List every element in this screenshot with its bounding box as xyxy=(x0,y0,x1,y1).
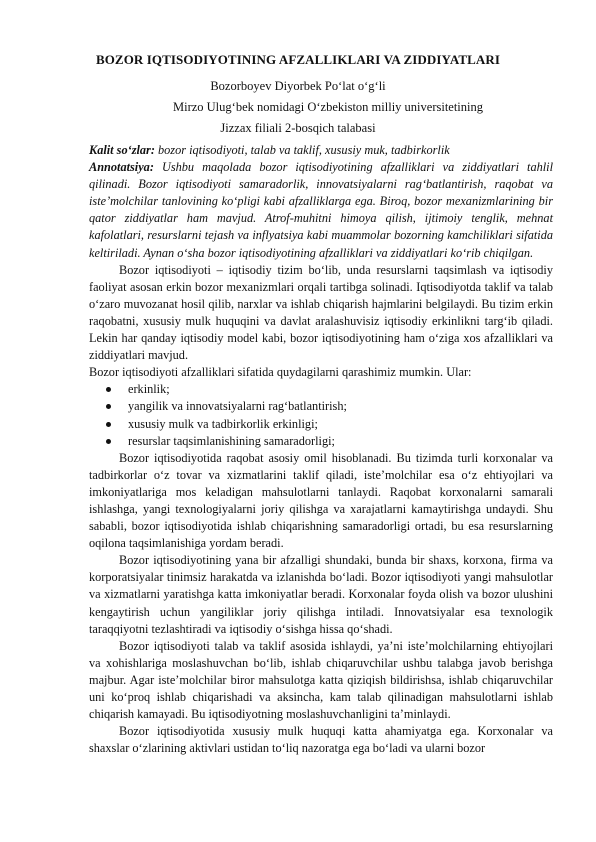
annotation xyxy=(89,159,553,262)
paragraph: Bozor iqtisodiyotining yana bir afzalligi shundaki, bunda bir shaxs, korxona, firma va korporatsiyalar tinimsiz harakatda va izlanishda bo‘ladi. Bozor iqtisodiyoti yangi mahsulotlar va xizmatlarni yaratishga katta imkoniyatlar beradi. Korxonalar foyda olish va bozor ulushini kengaytirish uchun yangiliklar joriy qilishga intiladi. Innovatsiyalar esa texnologik taraqqiyotni tezlashtiradi va iqtisodiy o‘sishga hissa qo‘shadi. xyxy=(89,553,553,636)
paragraph: Bozor iqtisodiyoti – iqtisodiy tizim bo‘lib, unda resurslarni taqsimlash va iqtisodiy faoliyat asosan erkin bozor mexanizmlari orqali tartibga solinadi. Iqtisodiyotda taklif va talab o‘zaro muvozanat hosil qilib, narxlar va ishlab chiqarish hajmlarini belgilaydi. Bu tizim erkin raqobatni, xususiy mulk huquqini va davlat aralashuvisiz iqtisodiy erkinlikni targ‘ib qiladi. Lekin har qanday iqtisodiy model kabi, bozor iqtisodiyotining ham o‘ziga xos afzalliklari va ziddiyatlari mavjud. xyxy=(89,262,553,363)
list-item-text: erkinlik; xyxy=(128,382,170,397)
list-item-text: xususiy mulk va tadbirkorlik erkinligi; xyxy=(128,416,318,431)
paragraph: Bozor iqtisodiyotida raqobat asosiy omil hisoblanadi. Bu tizimda turli korxonalar va tadbirkorlar o‘z tovar va xizmatlarini taklif qiladi, iste’molchilar esa o‘z ehtiyojlari va imkoniyatlariga mos keladigan mahsulotlarni tanlaydi. Raqobat korxonalarni samarali ishlashga, yangi texnologiyalarni joriy qilishga va xarajatlarni kamaytirishga undaydi. Shu sababli, bozor iqtisodiyotida ishlab chiqarishning samaradorligi ortadi, bu esa resurslarning oqilona taqsimlanishiga yordam beradi. xyxy=(89,450,553,551)
list-item xyxy=(89,433,553,450)
list-item xyxy=(89,398,553,415)
list-item xyxy=(89,416,553,433)
author-affiliation: Mirzo Ulug‘bek nomidagi O‘zbekiston milliy universitetining xyxy=(172,100,484,114)
bullet-icon xyxy=(106,439,111,444)
paragraph: Bozor iqtisodiyoti talab va taklif asosida ishlaydi, ya’ni iste’molchilarning ehtiyojlari va xohishlariga moslashuvchan bo‘lib, ishlab chiqaruvchilar ushbu talabga javob berishga majbur. Agar iste’molchilar biror mahsulotga katta qiziqish bildirishsa, ishlab chiqaruvchilar uni ko‘proq ishlab chiqarishadi va aksincha, kam talab qilinadigan mahsulotlarni ishlab chiqarish kamayadi. Bu iqtisodiyotning moslashuvchanligini ta’minlaydi. xyxy=(89,638,553,722)
annotation-text: Ushbu maqolada bozor iqtisodiyotining afzalliklari va ziddiyatlari tahlil qilinadi. Bozor iqtisodiyoti samaradorlik, innovatsiyalarni rag‘batlantirish, raqobat va iste’molchilar tanlovining ko‘pligi kabi afzalliklarga ega. Biroq, bozor mexanizmlarining bir qator ziddiyatlar ham mavjud. Atrof-muhitni himoya qilish, ijtimoiy tenglik, mehnat kafolatlari, resurslarni tejash va inflyatsiya kabi muammolar bozorning kamchiliklari sifatida keltiriladi. Aynan o‘sha bozor iqtisodiyotining afzalliklari va ziddiyatlari ko‘rib chiqilgan. xyxy=(89,160,553,260)
keywords-text: bozor iqtisodiyoti, talab va taklif, xususiy muk, tadbirkorlik xyxy=(154,143,450,157)
list-item-text: resurslar taqsimlanishining samaradorligi; xyxy=(128,433,335,448)
bullet-icon xyxy=(106,404,111,409)
list-intro: Bozor iqtisodiyoti afzalliklari sifatida quydagilarni qarashimiz mumkin. Ular: xyxy=(89,365,472,380)
paper-title: BOZOR IQTISODIYOTINING AFZALLIKLARI VA ZIDDIYATLARI xyxy=(95,52,501,67)
author-branch: Jizzax filiali 2-bosqich talabasi xyxy=(220,121,376,135)
annotation-label: Annotatsiya: xyxy=(89,160,154,175)
bullet-icon xyxy=(106,387,111,392)
list-item xyxy=(89,381,553,398)
list-item-text: yangilik va innovatsiyalarni rag‘batlantirish; xyxy=(128,399,347,414)
paper-body xyxy=(89,142,553,757)
paragraph: Bozor iqtisodiyotida xususiy mulk huquqi katta ahamiyatga ega. Korxonalar va shaxslar o‘zlarining aktivlari ustidan to‘liq nazoratga ega bo‘ladi va ularni bozor xyxy=(89,724,553,756)
author-name: Bozorboyev Diyorbek Po‘lat o‘g‘li xyxy=(210,79,386,93)
bullet-icon xyxy=(106,422,111,427)
keywords xyxy=(89,142,553,159)
keywords-label: Kalit so‘zlar: xyxy=(89,143,155,157)
advantages-list xyxy=(89,381,553,449)
